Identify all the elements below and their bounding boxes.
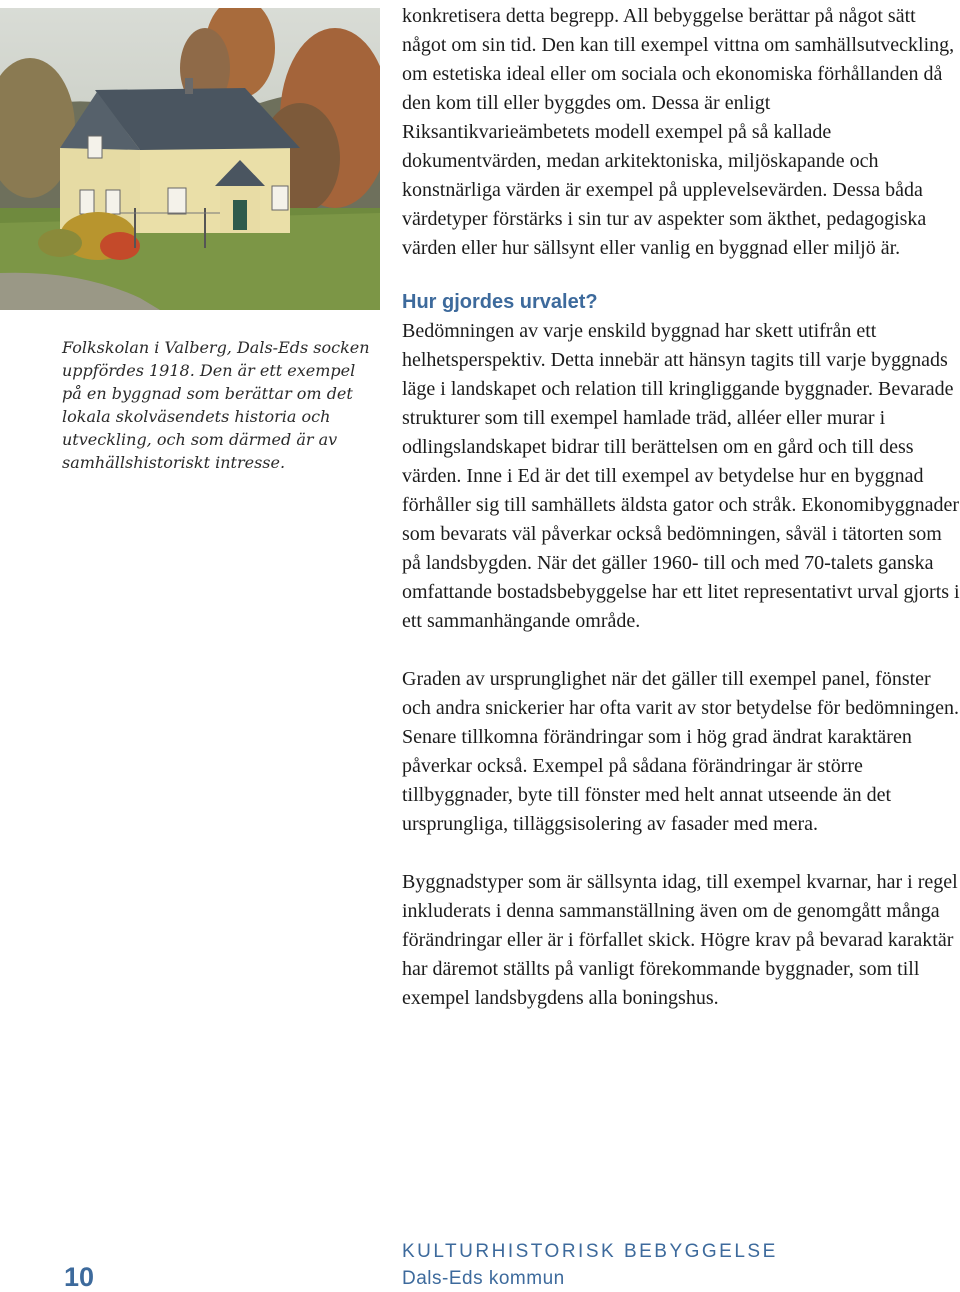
house-photo bbox=[0, 8, 380, 310]
caption-text: Folkskolan i Valberg, Dals-Eds socken uppfördes 1918. Den är ett exempel på en byggnad som berättar om det lokala skolväsendets historia och utveckling, och som därmed är av samhällshistoriskt intresse. bbox=[62, 338, 370, 472]
paragraph-originality: Graden av ursprunglighet när det gäller till exempel panel, fönster och andra snickerier har ofta varit av stor betydelse för bedömningen. Senare tillkomna förändringar som i hög grad ändrat karaktären påverkar också. Exempel på sådana förändringar är större tillbyggnader, byte till fönster med helt annat utseende än det ursprungliga, tilläggsisolering av fasader med mera. bbox=[402, 668, 960, 835]
intro-paragraph: konkretisera detta begrepp. All bebyggelse berättar på något sätt något om sin tid. Den kan till exempel vittna om samhällsutveckling, om estetiska ideal eller om sociala och ekonomiska förhållanden då den kom till eller byggdes om. Dessa är enligt Riksantikvarieämbetets modell exempel på så kallade dokumentvärden, medan arkitektoniska, miljöskapande och konstnärliga värden är exempel på upplevelsevärden. Dessa båda värdetyper förstärks i sin tur av aspekter som äkthet, pedagogiska värden eller hur sällsynt eller vanlig en byggnad eller miljö är. bbox=[402, 5, 955, 259]
footer-subtitle: Dals-Eds kommun bbox=[402, 1268, 565, 1289]
photo-caption bbox=[62, 336, 374, 474]
section-heading: Hur gjordes urvalet? bbox=[402, 291, 598, 313]
page-number: 10 bbox=[64, 1262, 95, 1292]
main-text-column bbox=[402, 2, 960, 1013]
footer-title: KULTURHISTORISK BEBYGGELSE bbox=[402, 1241, 778, 1262]
paragraph-selection: Bedömningen av varje enskild byggnad har skett utifrån ett helhetsperspektiv. Detta innebär att hänsyn tagits till varje byggnads läge i landskapet och relation till kringliggande byggnader. Bevarade strukturer som till exempel hamlade träd, alléer eller murar i odlingslandskapet bidrar till berättelsen om en gård och till dess värden. Inne i Ed är det till exempel av betydelse hur en byggnad förhåller sig till samhällets äldsta gator och stråk. Ekonomibyggnader som bevarats väl påverkar också bedömningen, såväl i tätorten som på landsbygden. När det gäller 1960- till och med 70-talets ganska omfattande bostadsbebyggelse har ett litet representativt urval gjorts i ett sammanhängande område. bbox=[402, 320, 960, 632]
paragraph-rare-buildings: Byggnadstyper som är sällsynta idag, till exempel kvarnar, har i regel inkluderats i denna sammanställning även om de genomgått många förändringar eller är i förfallet skick. Högre krav på bevarad karaktär har däremot ställts på vanligt förekommande byggnader, som till exempel landsbygdens alla boningshus. bbox=[402, 871, 958, 1009]
